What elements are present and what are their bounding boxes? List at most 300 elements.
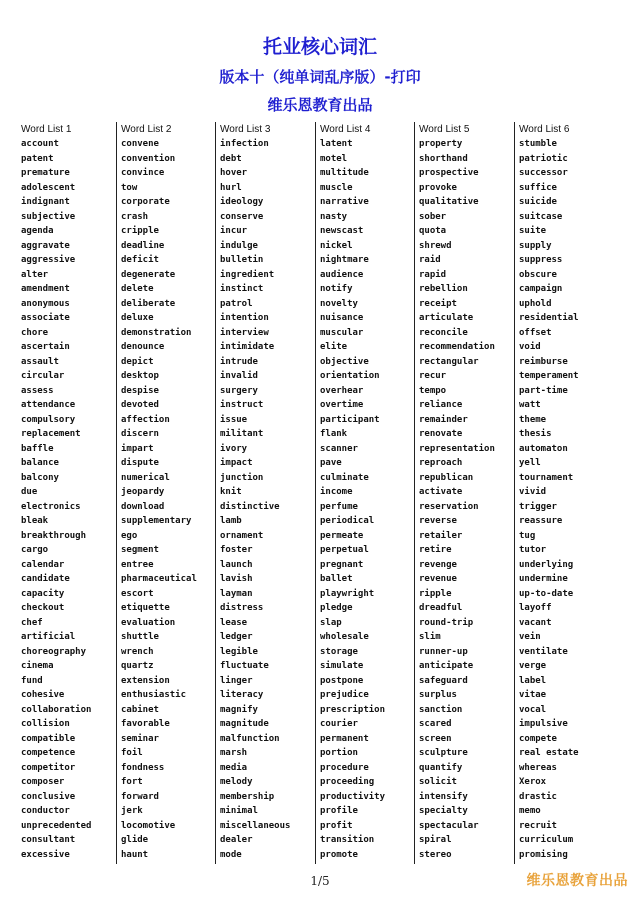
vocabulary-word: prescription [320, 704, 386, 715]
vocabulary-word: whereas [519, 762, 557, 773]
vocabulary-word: postpone [320, 675, 364, 686]
vocabulary-word: procedure [320, 762, 369, 773]
vocabulary-word: drastic [519, 791, 557, 802]
vocabulary-word: sanction [419, 704, 463, 715]
word-list-title: Word List 4 [320, 124, 371, 135]
vocabulary-word: raid [419, 255, 441, 265]
vocabulary-word: rebellion [419, 284, 468, 294]
vocabulary-word: depict [121, 356, 154, 367]
vocabulary-word: ego [121, 530, 138, 541]
vocabulary-word: attendance [21, 400, 76, 410]
vocabulary-word: marsh [220, 748, 248, 758]
vocabulary-word: debt [220, 153, 242, 164]
vocabulary-word: deadline [121, 240, 165, 251]
vocabulary-word: agenda [21, 226, 54, 236]
vocabulary-word: ascertain [21, 342, 70, 352]
vocabulary-word: infection [220, 139, 269, 149]
vocabulary-word: thesis [519, 429, 552, 439]
vocabulary-word: distress [220, 603, 264, 613]
vocabulary-word: republican [419, 472, 474, 483]
vocabulary-word: pave [320, 458, 342, 468]
vocabulary-word: storage [320, 646, 358, 657]
vocabulary-word: overhear [320, 385, 364, 396]
vocabulary-word: fund [21, 675, 43, 686]
word-list-column [116, 122, 215, 864]
vocabulary-word: prospective [419, 168, 479, 178]
word-list-column [17, 122, 116, 864]
vocabulary-word: consultant [21, 835, 76, 845]
vocabulary-word: dreadful [419, 603, 463, 613]
vocabulary-word: anonymous [21, 298, 70, 309]
vocabulary-word: aggressive [21, 255, 76, 265]
vocabulary-word: wrench [121, 646, 154, 657]
vocabulary-word: escort [121, 588, 154, 599]
vocabulary-word: transition [320, 835, 375, 845]
vocabulary-word: pregnant [320, 559, 364, 570]
vocabulary-word: checkout [21, 603, 65, 613]
vocabulary-word: slap [320, 617, 342, 628]
vocabulary-word: breakthrough [21, 530, 87, 541]
vocabulary-word: tug [519, 530, 536, 541]
vocabulary-word: aggravate [21, 240, 70, 251]
vocabulary-word: compulsory [21, 414, 76, 425]
vocabulary-word: foster [220, 545, 253, 555]
vocabulary-word: specialty [419, 806, 468, 816]
vocabulary-word: flank [320, 429, 348, 439]
vocabulary-word: evaluation [121, 617, 176, 628]
vocabulary-word: hurl [220, 182, 242, 193]
vocabulary-word: ingredient [220, 269, 275, 280]
vocabulary-word: replacement [21, 429, 81, 439]
vocabulary-word: extension [121, 675, 170, 686]
vocabulary-word: runner-up [419, 646, 468, 657]
word-list-column [414, 122, 514, 864]
vocabulary-word: electronics [21, 501, 81, 512]
vocabulary-word: residential [519, 313, 579, 323]
vocabulary-word: legible [220, 646, 258, 657]
vocabulary-word: premature [21, 168, 70, 178]
vocabulary-word: narrative [320, 197, 369, 207]
vocabulary-word: obscure [519, 269, 557, 280]
vocabulary-word: magnify [220, 704, 258, 715]
word-list-column [514, 122, 627, 864]
vocabulary-word: spiral [419, 835, 452, 845]
vocabulary-word: suitcase [519, 211, 563, 222]
vocabulary-word: enthusiastic [121, 690, 187, 700]
vocabulary-word: articulate [419, 313, 474, 323]
vocabulary-word: jerk [121, 806, 143, 816]
vocabulary-word: scanner [320, 443, 358, 454]
vocabulary-word: revenue [419, 574, 457, 584]
vocabulary-word: periodical [320, 516, 375, 526]
vocabulary-word: forward [121, 791, 159, 802]
vocabulary-word: uphold [519, 298, 552, 309]
vocabulary-word: circular [21, 371, 65, 381]
vocabulary-word: fluctuate [220, 661, 269, 671]
vocabulary-word: ledger [220, 632, 253, 642]
vocabulary-word: perfume [320, 501, 358, 512]
word-list-title: Word List 5 [419, 124, 470, 135]
vocabulary-word: courier [320, 719, 358, 729]
vocabulary-word: chore [21, 327, 49, 338]
vocabulary-word: renovate [419, 429, 463, 439]
vocabulary-word: retire [419, 545, 452, 555]
word-list-title: Word List 6 [519, 124, 570, 135]
vocabulary-word: successor [519, 168, 568, 178]
vocabulary-word: militant [220, 429, 264, 439]
vocabulary-word: reconcile [419, 327, 468, 338]
vocabulary-word: dispute [121, 458, 159, 468]
vocabulary-word: surgery [220, 385, 258, 396]
vocabulary-word: yell [519, 458, 541, 468]
vocabulary-word: baffle [21, 443, 54, 454]
vocabulary-word: cabinet [121, 704, 159, 715]
vocabulary-word: lavish [220, 574, 253, 584]
vocabulary-word: tournament [519, 472, 574, 483]
vocabulary-word: issue [220, 414, 248, 425]
vocabulary-word: muscular [320, 327, 364, 338]
vocabulary-word: stereo [419, 849, 452, 860]
vocabulary-word: quantify [419, 762, 463, 773]
vocabulary-word: elite [320, 342, 348, 352]
vocabulary-word: excessive [21, 849, 70, 860]
vocabulary-word: amendment [21, 284, 70, 294]
vocabulary-word: balcony [21, 472, 59, 483]
vocabulary-word: fondness [121, 762, 165, 773]
vocabulary-word: participant [320, 414, 380, 425]
vocabulary-word: instinct [220, 284, 264, 294]
vocabulary-word: recur [419, 371, 447, 381]
vocabulary-word: suite [519, 226, 547, 236]
vocabulary-word: provoke [419, 182, 457, 193]
vocabulary-word: melody [220, 777, 253, 787]
vocabulary-word: Xerox [519, 777, 547, 787]
vocabulary-word: pledge [320, 603, 353, 613]
vocabulary-word: sober [419, 211, 447, 222]
word-list-title: Word List 2 [121, 124, 172, 135]
vocabulary-word: remainder [419, 414, 468, 425]
vocabulary-word: candidate [21, 574, 70, 584]
vocabulary-word: entree [121, 559, 154, 570]
vocabulary-word: suicide [519, 197, 557, 207]
vocabulary-word: desktop [121, 371, 159, 381]
vocabulary-word: reverse [419, 516, 457, 526]
vocabulary-word: recruit [519, 820, 557, 831]
vocabulary-word: retailer [419, 530, 463, 541]
vocabulary-word: despise [121, 385, 159, 396]
vocabulary-word: bleak [21, 516, 49, 526]
vocabulary-word: muscle [320, 182, 353, 193]
vocabulary-word: conclusive [21, 791, 76, 802]
vocabulary-word: culminate [320, 472, 369, 483]
vocabulary-word: tempo [419, 385, 447, 396]
vocabulary-word: junction [220, 472, 264, 483]
vocabulary-word: latent [320, 139, 353, 149]
vocabulary-word: permeate [320, 530, 364, 541]
vocabulary-word: scared [419, 719, 452, 729]
vocabulary-word: devoted [121, 400, 159, 410]
vocabulary-word: distinctive [220, 501, 280, 512]
vocabulary-word: subjective [21, 211, 76, 222]
vocabulary-word: motel [320, 153, 348, 164]
vocabulary-word: quartz [121, 661, 154, 671]
vocabulary-word: reliance [419, 400, 463, 410]
vocabulary-word: membership [220, 791, 275, 802]
vocabulary-word: property [419, 139, 463, 149]
vocabulary-word: collision [21, 719, 70, 729]
vocabulary-word: layoff [519, 603, 552, 613]
vocabulary-word: shrewd [419, 240, 452, 251]
vocabulary-word: interview [220, 327, 269, 338]
vocabulary-word: offset [519, 327, 552, 338]
vocabulary-word: magnitude [220, 719, 269, 729]
vocabulary-word: ivory [220, 443, 248, 454]
vocabulary-word: intimidate [220, 342, 275, 352]
vocabulary-word: chef [21, 617, 43, 628]
vocabulary-word: supply [519, 240, 552, 251]
vocabulary-word: miscellaneous [220, 820, 291, 831]
vocabulary-word: fort [121, 777, 143, 787]
vocabulary-word: curriculum [519, 835, 574, 845]
document-publisher: 维乐恩教育出品 [267, 96, 373, 114]
vocabulary-word: solicit [419, 777, 457, 787]
vocabulary-word: competitor [21, 762, 76, 773]
vocabulary-word: intention [220, 313, 269, 323]
vocabulary-word: safeguard [419, 675, 468, 686]
vocabulary-word: cargo [21, 545, 49, 555]
vocabulary-word: dealer [220, 835, 253, 845]
vocabulary-word: audience [320, 269, 364, 280]
vocabulary-word: locomotive [121, 820, 176, 831]
vocabulary-word: orientation [320, 371, 380, 381]
vocabulary-word: lamb [220, 516, 242, 526]
vocabulary-word: shuttle [121, 632, 159, 642]
vocabulary-word: vacant [519, 617, 552, 628]
vocabulary-word: patent [21, 153, 54, 164]
vocabulary-word: temperament [519, 371, 579, 381]
vocabulary-word: memo [519, 806, 541, 816]
vocabulary-word: deluxe [121, 313, 154, 323]
vocabulary-word: malfunction [220, 733, 280, 744]
vocabulary-word: automaton [519, 443, 568, 454]
vocabulary-word: unprecedented [21, 820, 92, 831]
word-list-title: Word List 3 [220, 124, 271, 135]
vocabulary-word: void [519, 342, 541, 352]
vocabulary-word: vivid [519, 487, 547, 497]
document-title: 托业核心词汇 [262, 36, 377, 58]
vocabulary-word: intensify [419, 791, 468, 802]
vocabulary-word: conductor [21, 806, 70, 816]
vocabulary-word: degenerate [121, 269, 176, 280]
vocabulary-word: quota [419, 226, 447, 236]
vocabulary-word: minimal [220, 806, 258, 816]
vocabulary-word: assault [21, 356, 59, 367]
vocabulary-word: overtime [320, 400, 364, 410]
vocabulary-word: capacity [21, 588, 65, 599]
vocabulary-word: convince [121, 168, 165, 178]
vocabulary-word: novelty [320, 298, 358, 309]
vocabulary-word: profile [320, 806, 358, 816]
vocabulary-word: cohesive [21, 690, 65, 700]
vocabulary-word: campaign [519, 284, 563, 294]
vocabulary-word: conserve [220, 211, 264, 222]
vocabulary-word: playwright [320, 588, 375, 599]
vocabulary-word: demonstration [121, 327, 192, 338]
vocabulary-word: nickel [320, 240, 353, 251]
vocabulary-word: nasty [320, 211, 348, 222]
vocabulary-word: label [519, 675, 547, 686]
vocabulary-word: etiquette [121, 603, 170, 613]
vocabulary-word: prejudice [320, 690, 369, 700]
vocabulary-word: balance [21, 458, 59, 468]
vocabulary-word: ornament [220, 530, 264, 541]
vocabulary-word: anticipate [419, 661, 474, 671]
vocabulary-word: seminar [121, 733, 159, 744]
vocabulary-word: invalid [220, 371, 258, 381]
vocabulary-word: supplementary [121, 516, 192, 526]
vocabulary-word: corporate [121, 197, 170, 207]
vocabulary-word: representation [419, 443, 495, 454]
document-subtitle: 版本十（纯单词乱序版）-打印 [219, 68, 421, 86]
vocabulary-word: patriotic [519, 153, 568, 164]
vocabulary-word: stumble [519, 139, 557, 149]
vocabulary-word: surplus [419, 690, 457, 700]
vocabulary-word: part-time [519, 385, 568, 396]
vocabulary-word: layman [220, 588, 253, 599]
vocabulary-word: income [320, 487, 353, 497]
vocabulary-word: portion [320, 748, 358, 758]
vocabulary-word: shorthand [419, 153, 468, 164]
vocabulary-word: deliberate [121, 298, 176, 309]
vocabulary-word: reproach [419, 458, 463, 468]
vocabulary-word: haunt [121, 849, 149, 860]
vocabulary-word: media [220, 762, 248, 773]
vocabulary-word: segment [121, 545, 159, 555]
vocabulary-word: multitude [320, 168, 369, 178]
vocabulary-word: account [21, 139, 59, 149]
vocabulary-word: cinema [21, 661, 54, 671]
vocabulary-word: denounce [121, 342, 165, 352]
vocabulary-word: receipt [419, 298, 457, 309]
vocabulary-word: discern [121, 429, 159, 439]
vocabulary-word: simulate [320, 661, 364, 671]
vocabulary-word: numerical [121, 472, 170, 483]
word-list-column [315, 122, 414, 864]
vocabulary-word: compatible [21, 733, 76, 744]
vocabulary-word: spectacular [419, 820, 479, 831]
vocabulary-word: lease [220, 617, 248, 628]
vocabulary-word: indulge [220, 240, 258, 251]
vocabulary-word: crash [121, 211, 149, 222]
vocabulary-word: undermine [519, 574, 568, 584]
document-header [0, 34, 640, 118]
vocabulary-word: rectangular [419, 356, 479, 367]
vocabulary-word: assess [21, 385, 54, 396]
vocabulary-word: reassure [519, 516, 563, 526]
vocabulary-word: favorable [121, 719, 170, 729]
vocabulary-word: tow [121, 182, 138, 193]
vocabulary-word: impart [121, 443, 154, 454]
vocabulary-word: glide [121, 835, 149, 845]
vocabulary-word: instruct [220, 400, 264, 410]
vocabulary-word: adolescent [21, 182, 76, 193]
vocabulary-word: revenge [419, 559, 457, 570]
vocabulary-word: trigger [519, 501, 557, 512]
vocabulary-word: wholesale [320, 632, 369, 642]
vocabulary-word: reimburse [519, 356, 568, 367]
vocabulary-word: launch [220, 559, 253, 570]
vocabulary-word: artificial [21, 632, 76, 642]
vocabulary-word: bulletin [220, 255, 264, 265]
vocabulary-word: real estate [519, 748, 579, 758]
vocabulary-word: promote [320, 849, 358, 860]
vocabulary-word: underlying [519, 559, 574, 570]
vocabulary-word: associate [21, 313, 70, 323]
vocabulary-word: ballet [320, 574, 353, 584]
vocabulary-word: patrol [220, 298, 253, 309]
vocabulary-word: reservation [419, 501, 479, 512]
vocabulary-word: collaboration [21, 704, 92, 715]
vocabulary-word: vitae [519, 690, 547, 700]
vocabulary-word: deficit [121, 255, 159, 265]
vocabulary-word: impulsive [519, 719, 568, 729]
vocabulary-word: verge [519, 661, 547, 671]
vocabulary-word: ventilate [519, 646, 568, 657]
vocabulary-word: profit [320, 820, 353, 831]
vocabulary-word: round-trip [419, 617, 474, 628]
vocabulary-word: sculpture [419, 748, 468, 758]
vocabulary-word: linger [220, 675, 253, 686]
page-number: 1/5 [310, 874, 330, 888]
vocabulary-word: convention [121, 153, 176, 164]
vocabulary-word: download [121, 501, 165, 512]
vocabulary-word: convene [121, 139, 159, 149]
vocabulary-word: composer [21, 777, 65, 787]
vocabulary-word: jeopardy [121, 487, 165, 497]
vocabulary-word: proceeding [320, 777, 375, 787]
vocabulary-word: hover [220, 168, 248, 178]
vocabulary-word: suppress [519, 255, 563, 265]
vocabulary-word: ripple [419, 588, 452, 599]
vocabulary-word: knit [220, 487, 242, 497]
word-list-title: Word List 1 [21, 124, 72, 135]
vocabulary-word: indignant [21, 197, 70, 207]
vocabulary-word: screen [419, 733, 452, 744]
vocabulary-word: choreography [21, 646, 87, 657]
word-list-columns [17, 122, 627, 864]
vocabulary-word: objective [320, 356, 369, 367]
vocabulary-word: affection [121, 414, 170, 425]
vocabulary-word: perpetual [320, 545, 369, 555]
vocabulary-word: activate [419, 487, 463, 497]
vocabulary-word: calendar [21, 559, 65, 570]
vocabulary-word: alter [21, 269, 49, 280]
vocabulary-word: theme [519, 414, 547, 425]
vocabulary-word: rapid [419, 269, 447, 280]
vocabulary-word: watt [519, 400, 541, 410]
vocabulary-word: vocal [519, 704, 547, 715]
vocabulary-word: promising [519, 849, 568, 860]
vocabulary-word: recommendation [419, 342, 495, 352]
vocabulary-word: incur [220, 226, 248, 236]
vocabulary-word: nuisance [320, 313, 364, 323]
vocabulary-word: foil [121, 748, 143, 758]
vocabulary-word: newscast [320, 226, 364, 236]
vocabulary-word: impact [220, 458, 253, 468]
vocabulary-word: notify [320, 284, 353, 294]
vocabulary-word: compete [519, 733, 557, 744]
vocabulary-word: competence [21, 748, 76, 758]
